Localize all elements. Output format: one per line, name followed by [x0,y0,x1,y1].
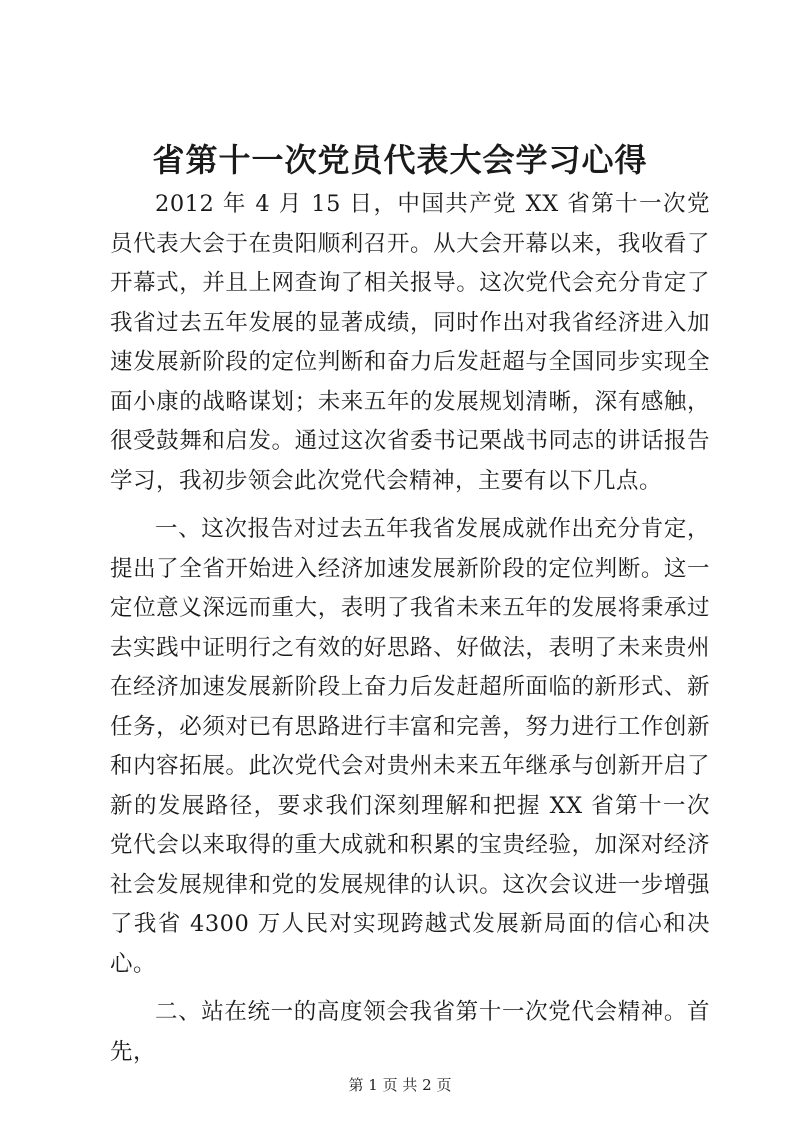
paragraph-intro: 2012 年 4 月 15 日，中国共产党 XX 省第十一次党员代表大会于在贵阳顺利召开。从大会开幕以来，我收看了开幕式，并且上网查询了相关报导。这次党代会充分肯定了我省过去五年发展的显著成绩，同时作出对我省经济进入加速发展新阶段的定位判断和奋力后发赶超与全国同步实现全面小康的战略谋划；未来五年的发展规划清晰，深有感触，很受鼓舞和启发。通过这次省委书记栗战书同志的讲话报告学习，我初步领会此次党代会精神，主要有以下几点。 [110,191,710,494]
document-body [110,185,710,1072]
document-title: 省第十一次党员代表大会学习心得 [152,141,648,179]
page-number-footer: 第 1 页 共 2 页 [348,1076,452,1094]
paragraph-point-two: 二、站在统一的高度领会我省第十一次党代会精神。首先， [110,999,710,1065]
paragraph-point-one: 一、这次报告对过去五年我省发展成就作出充分肯定，提出了全省开始进入经济加速发展新阶段的定位判断。这一定位意义深远而重大，表明了我省未来五年的发展将秉承过去实践中证明行之有效的好思路、好做法，表明了未来贵州在经济加速发展新阶段上奋力后发赶超所面临的新形式、新任务，必须对已有思路进行丰富和完善，努力进行工作创新和内容拓展。此次党代会对贵州未来五年继承与创新开启了新的发展路径，要求我们深刻理解和把握 XX 省第十一次党代会以来取得的重大成就和积累的宝贵经验，加深对经济社会发展规律和党的发展规律的认识。这次会议进一步增强了我省 4300 万人民对实现跨越式发展新局面的信心和决心。 [110,516,710,977]
